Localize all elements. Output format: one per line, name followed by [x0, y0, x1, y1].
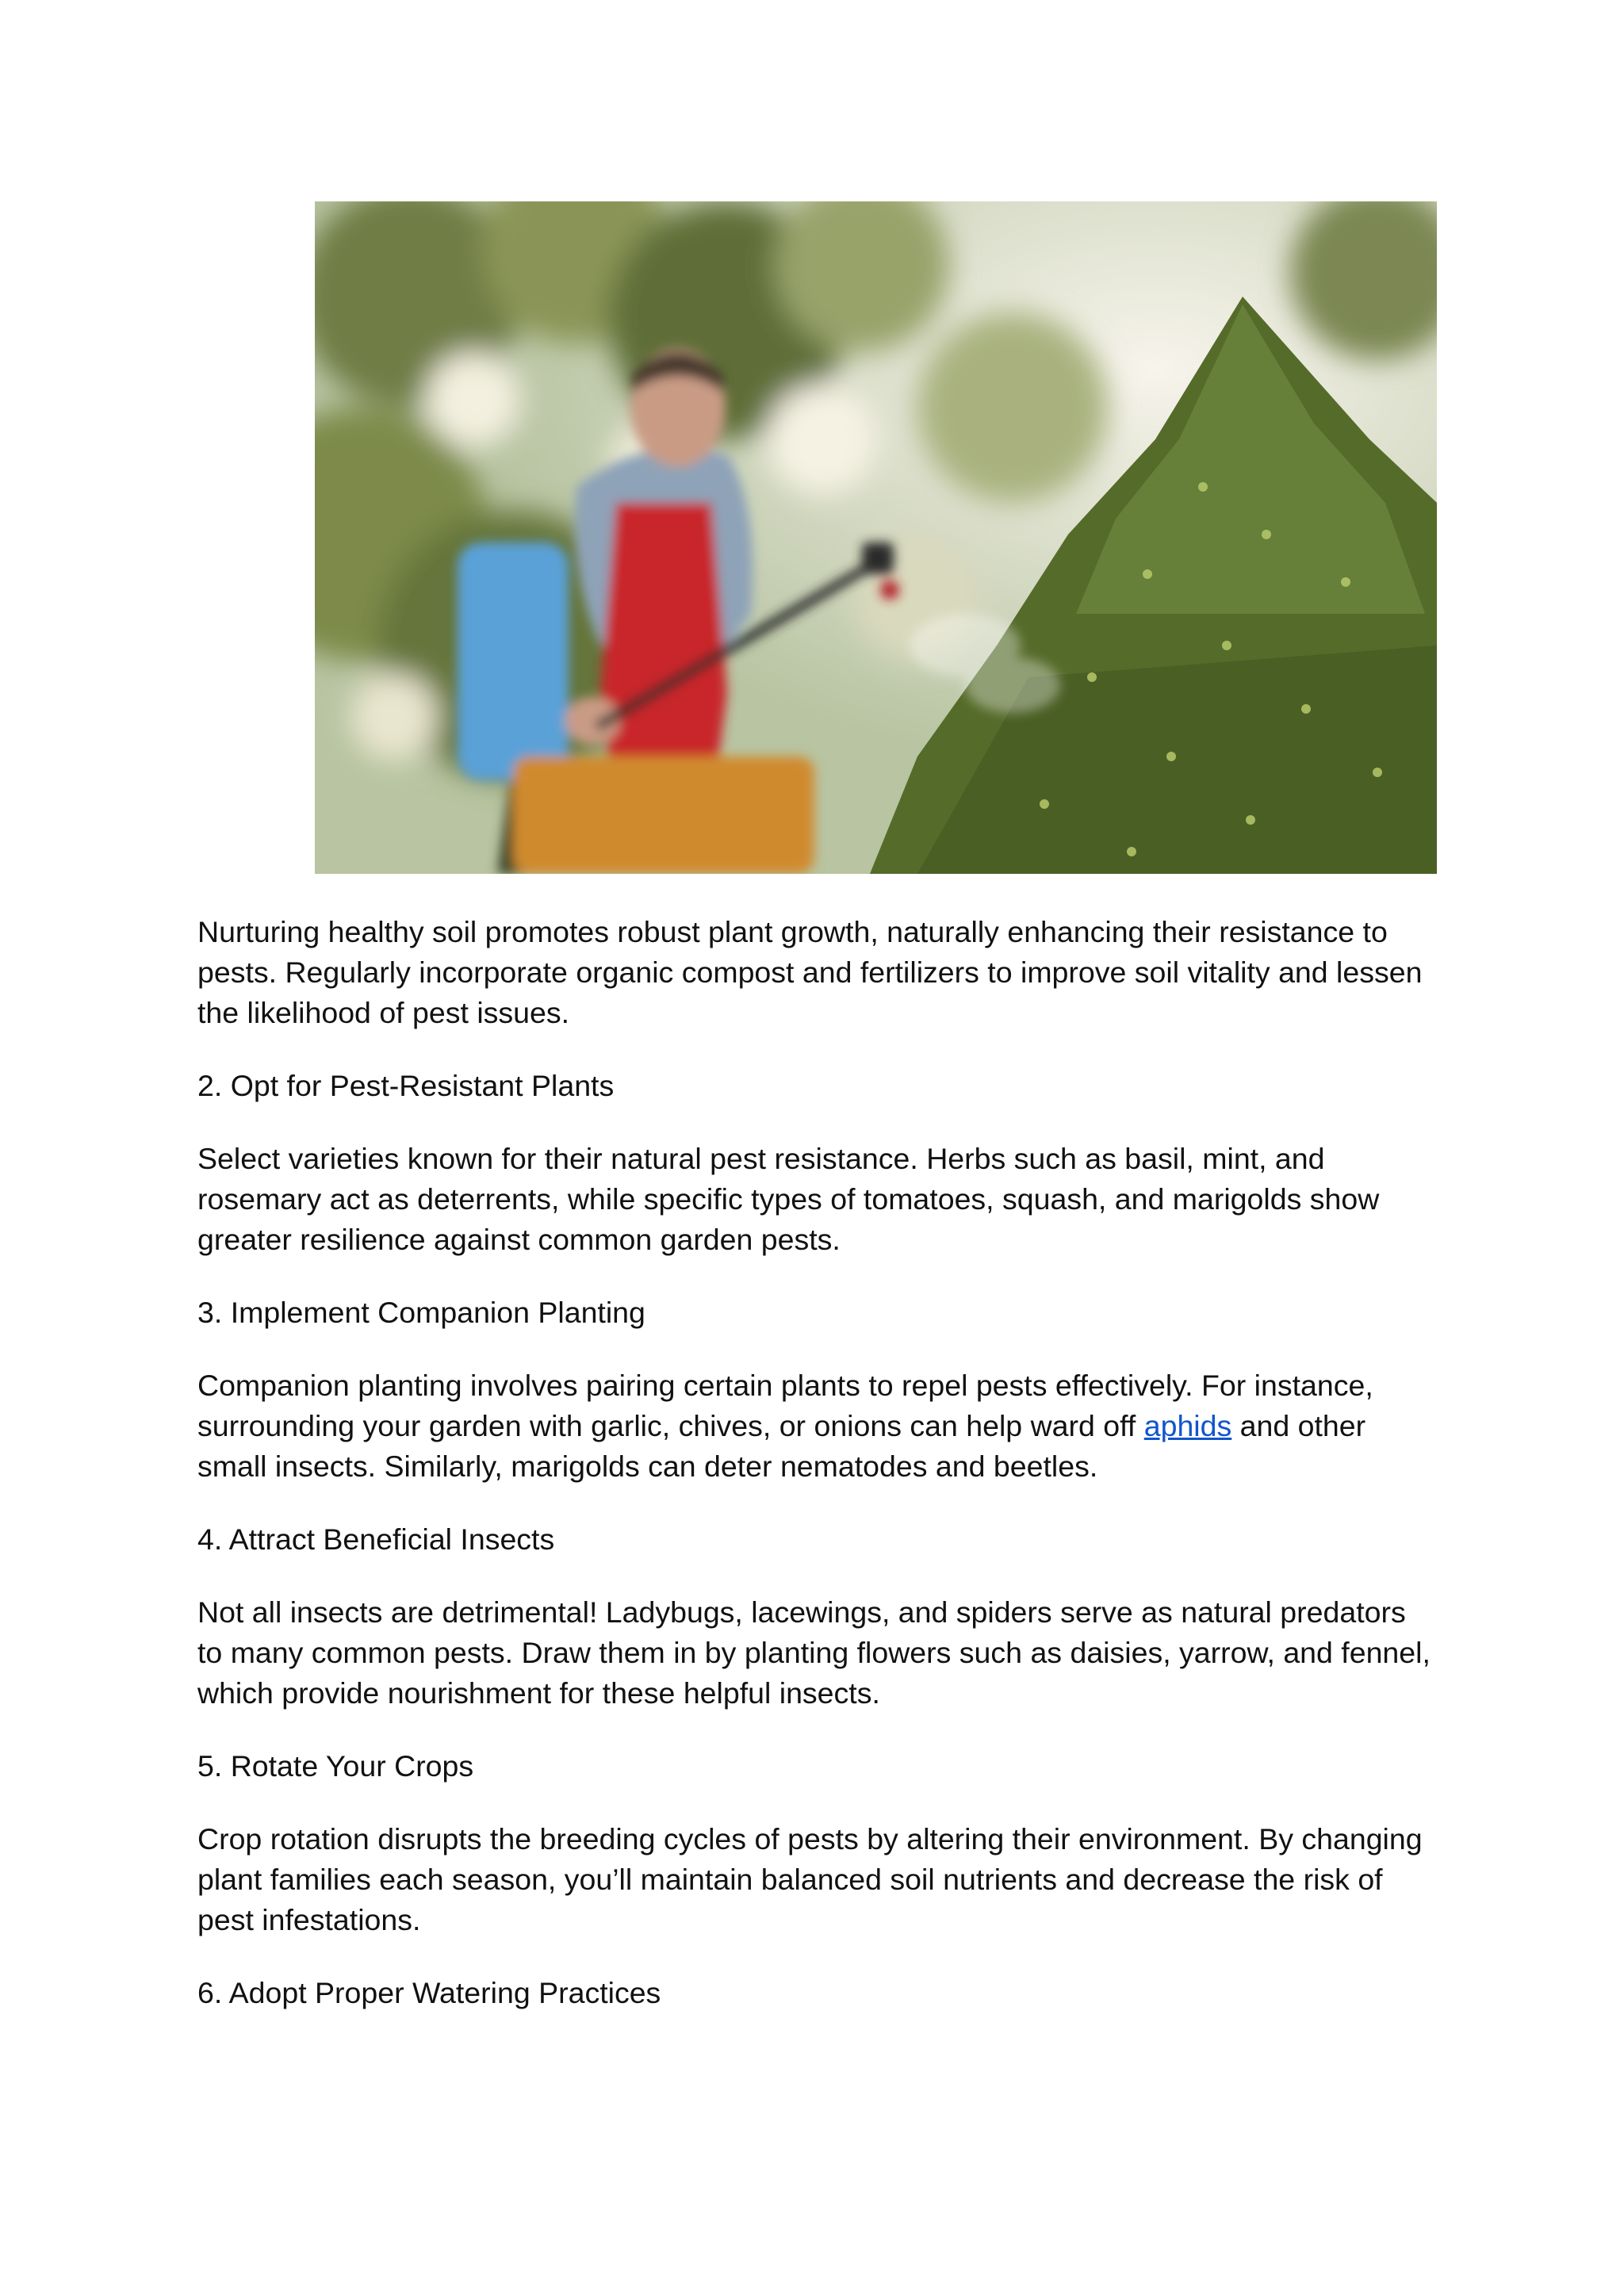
article-body: [197, 912, 1434, 2046]
paragraph-text-before-link: Companion planting involves pairing certain plants to repel pests effectively. For instance, surrounding your garden with garlic, chives, or onions can help ward off: [197, 1369, 1373, 1442]
heading-watering-practices: 6. Adopt Proper Watering Practices: [197, 1976, 661, 2009]
heading-rotate-crops: 5. Rotate Your Crops: [197, 1749, 474, 1783]
paragraph-companion-planting: [197, 1365, 1434, 1487]
aphids-link[interactable]: aphids: [1143, 1409, 1232, 1442]
paragraph-rotate-crops: Crop rotation disrupts the breeding cycles of pests by altering their environment. By changing plant families each season, you’ll maintain balanced soil nutrients and decrease the risk of pest infestations.: [197, 1822, 1423, 1936]
article-photo: [315, 201, 1437, 874]
paragraph-healthy-soil: Nurturing healthy soil promotes robust plant growth, naturally enhancing their resistance to pests. Regularly incorporate organic compost and fertilizers to improve soil vitality and lessen the likelihood of pest issues.: [197, 915, 1423, 1029]
heading-beneficial-insects: 4. Attract Beneficial Insects: [197, 1522, 555, 1556]
heading-companion-planting: 3. Implement Companion Planting: [197, 1296, 645, 1329]
paragraph-text-after-link: and other small insects. Similarly, marigolds can deter nematodes and beetles.: [197, 1409, 1366, 1483]
paragraph-pest-resistant-plants: Select varieties known for their natural pest resistance. Herbs such as basil, mint, and rosemary act as deterrents, while specific types of tomatoes, squash, and marigolds show greater resilience against common garden pests.: [197, 1142, 1380, 1256]
gardener-spraying-shrub-image: [315, 201, 1437, 874]
paragraph-beneficial-insects: Not all insects are detrimental! Ladybugs, lacewings, and spiders serve as natural predators to many common pests. Draw them in by planting flowers such as daisies, yarrow, and fennel, which provide nourishment for these helpful insects.: [197, 1595, 1431, 1710]
heading-pest-resistant-plants: 2. Opt for Pest-Resistant Plants: [197, 1069, 615, 1102]
